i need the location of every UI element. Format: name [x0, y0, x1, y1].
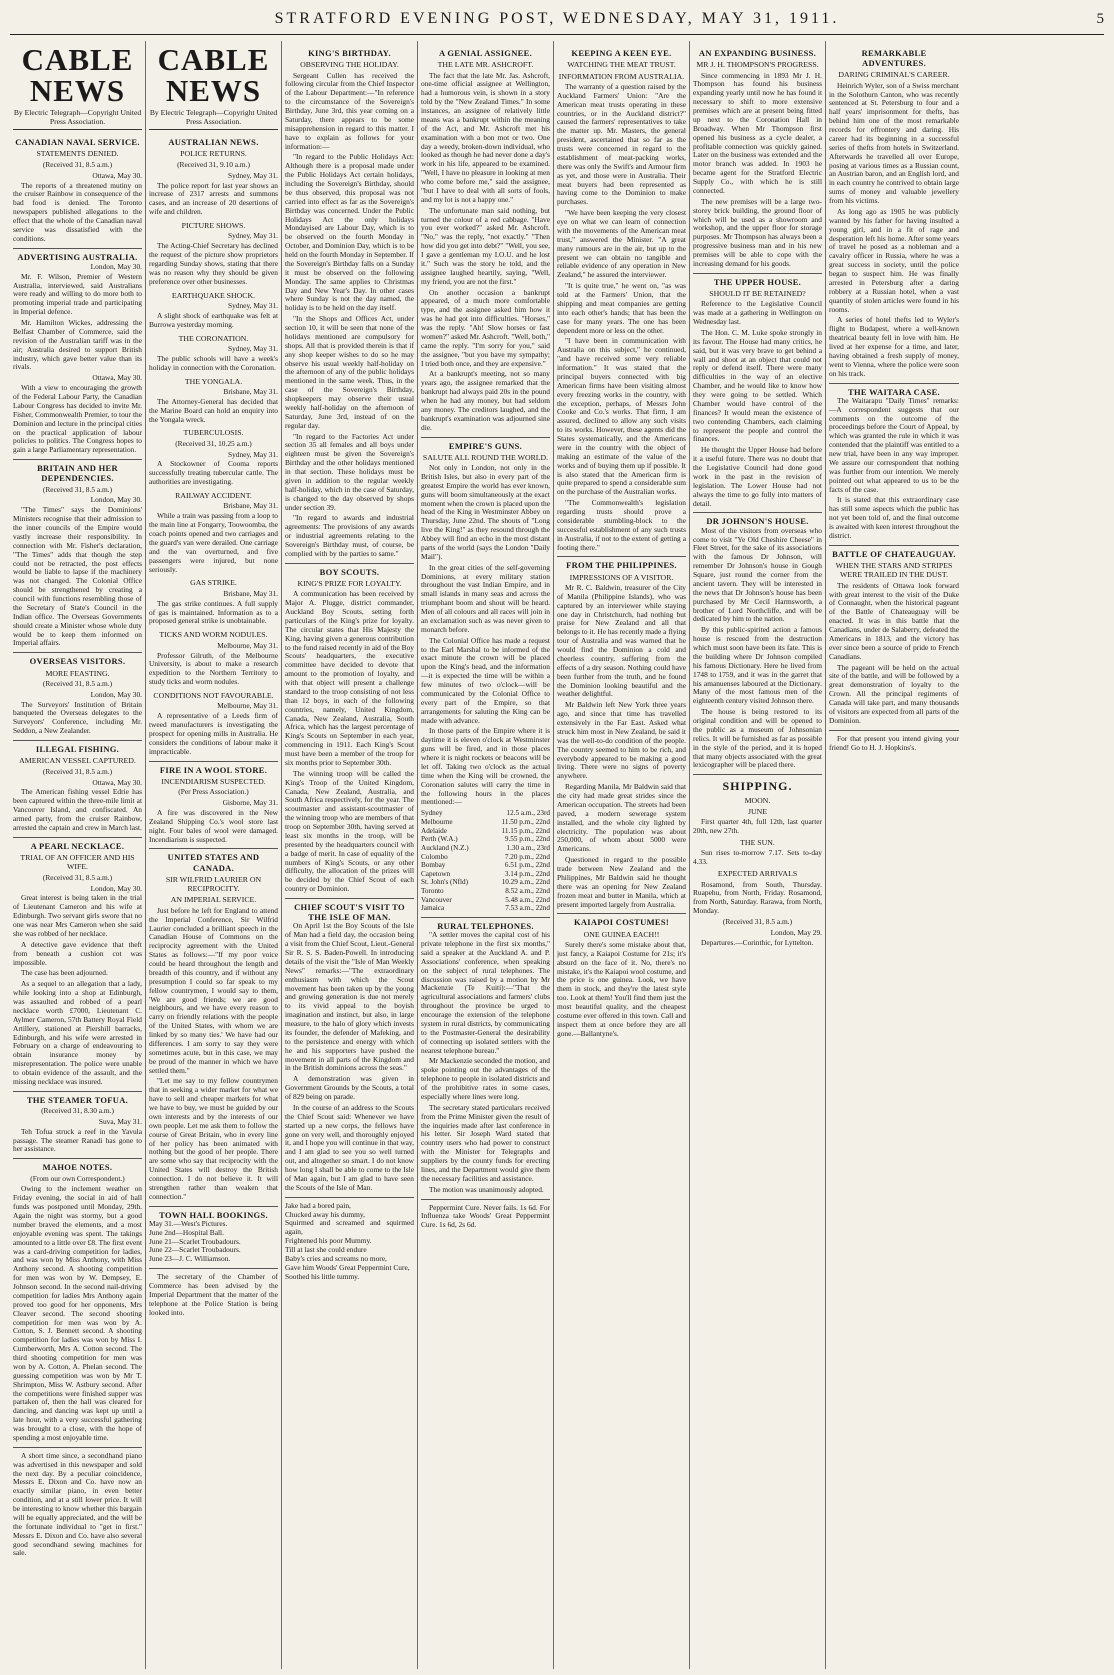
table-row: [421, 870, 550, 879]
table-cell: Vancouver: [421, 895, 452, 904]
paragraph: "In regard to the Factories Act under section 35 all females and all boys under eighteen must be given the Sovereign's Birthday and the other holidays mentioned in that section. These holidays must be given in addition to the regular weekly half-holiday, which in the case of Saturday, is changed to the day observed by shops under section 39.: [285, 431, 414, 512]
headline: THE UPPER HOUSE.: [693, 273, 822, 287]
article-boy-scouts: [285, 563, 414, 894]
article-meat-trust: [557, 45, 686, 552]
subheadline: SALUTE ALL ROUND THE WORLD.: [422, 452, 549, 462]
paragraph: "I have been in communication with Australia on this subject," he continued, "and have received some very reliable information." It was stated that the principal buyers connected with big American firms have been visiting almost every freezing works in the country, with the exception, perhaps, of Messrs John Cooke and Co.'s works. That firm, I am assured, declined to allow any such visits to its works. However, these agents did the States systematically, and the Americans were in the country with the object of making an estimate of the value of the works and of buying them up if possible. It is also stated that the American firm is quite prepared to spend a considerable sum on the purchase of the Australian works.: [557, 336, 686, 497]
column-1: [10, 41, 146, 1669]
subheadline: MR J. H. THOMPSON'S PROGRESS.: [696, 60, 819, 70]
place-date: London, May 30.: [90, 689, 142, 699]
subheadline: GAS STRIKE.: [190, 578, 237, 588]
article-coronation: [149, 334, 278, 373]
divider: [13, 1447, 142, 1448]
headline: THE WAITARA CASE.: [829, 383, 959, 397]
table-cell: 7.53 a.m., 22nd: [505, 904, 550, 913]
place-date: Sydney, May 31.: [227, 449, 278, 459]
subheadline: TRIAL OF AN OFFICER AND HIS WIFE.: [20, 852, 135, 872]
arrivals-list: Rosamond, from South, Thursday. Ruapehu, from North, Friday. Rosamond, from North, Saturday. Rarawa, from North, Monday.: [693, 879, 822, 916]
place-date: Brisbane, May 31.: [223, 386, 278, 396]
table-cell: St. John's (Nfld): [421, 878, 469, 887]
headline: A GENIAL ASSIGNEE.: [438, 48, 533, 58]
place-date: Melbourne, May 31.: [217, 640, 278, 650]
headline: AUSTRALIAN NEWS.: [168, 137, 259, 148]
paragraph: Owing to the inclement weather on Friday evening, the social in aid of hall funds was postponed until Monday, 29th. Again the night was stormy, but a good number braved the elements, and a most enjoyable evening was spent. The takings amounted to a little over £8. The first event was a card-driving competition for ladies, and was won by Miss Anthony, with Miss Anthony second. A shooting competition for men was won by W. Dempsey, E. Johnson second. In the second nail-driving competition for ladies Mrs Anthony again proved too good for her opponents, Mrs Cleaver second. The second shooting competition for men was won by A. Cotton, S. J. Bennett second. A shooting competition for ladies was won by Miss I. Cumberworth, Mrs A. Cotton second. The third shooting competition for men was won by A. Cotton, A. Phelan second. The guessing competition was won by Mr T. Shrimpton, Miss W. Astbury second. After the competitions were finished supper was partaken of, then the hall was cleared for dancing, and dancing was kept up until a late hour, with a very successful gathering was brought to a close, with the hope of spending a most enjoyable time.: [13, 1184, 142, 1442]
paragraph: The reports of a threatened mutiny on the cruiser Rainbow in consequence of the bad food is denied. The Toronto newspapers published allegations to the effect that the whole of the Canadian naval service was dissatisfied with the conditions.: [13, 180, 142, 243]
table-row: [421, 896, 550, 905]
place-date: Ottawa, May 30.: [92, 777, 142, 787]
place-date: Melbourne, May 31.: [217, 701, 278, 711]
column-3: [282, 41, 418, 1669]
paragraph: A fire was discovered in the New Zealand Shipping Co.'s wool store last night. Four bales of wool were damaged. Incendiarism is suspected.: [149, 807, 278, 844]
column-6: [690, 41, 826, 1669]
received-line: (Received 31, 8.5 a.m.): [42, 678, 113, 688]
table-cell: 8.52 a.m., 22nd: [505, 887, 550, 896]
subheadline: STATEMENTS DENIED.: [36, 149, 119, 159]
divider: [421, 1199, 550, 1200]
paragraph: The American fishing vessel Edrie has been captured within the three-mile limit at Vancouver Island, and confiscated. An armed party, from the cruiser Rainbow, arrested the captain and crew in March last.: [13, 787, 142, 832]
place-date: Ottawa, May 30.: [92, 170, 142, 180]
table-row: [421, 835, 550, 844]
headline: MAHOE NOTES.: [13, 1158, 142, 1172]
place-date: Suva, May 31.: [98, 1116, 142, 1126]
received-line: (Received 31, 8.5 a.m.): [42, 484, 113, 494]
sun-heading: THE SUN.: [740, 838, 775, 848]
paragraph: The house is being restored to its original condition and will be opened to the public as a museum of Johnsonian relics. It will be furnished as far as possible in the style of the period, and it is hoped that many objects associated with the great lexicographer will be placed there.: [693, 707, 822, 770]
sun-times: Sun rises to-morrow 7.17. Sets to-day 4.33.: [693, 848, 822, 867]
headline: BRITAIN AND HER DEPENDENCIES.: [13, 459, 142, 483]
headline: BOY SCOUTS.: [285, 563, 414, 577]
article-visitors: [13, 652, 142, 736]
paragraph: It is stated that this extraordinary case has still some aspects which the public has not yet been told of, and the final outcome is awaited with keen interest throughout the district.: [829, 495, 959, 540]
place-date: Ottawa, May 30.: [92, 373, 142, 383]
table-row: [421, 809, 550, 818]
paragraph: The motion was unanimously adopted.: [429, 1184, 544, 1194]
table-cell: Adelaide: [421, 826, 447, 835]
paragraph: Not only in London, not only in the British Isles, but also in every part of the greatest Empire the world has ever known, guns will boom simultaneously at the exact moment when the crown is placed upon the head of the King in Westminster Abbey on Thursday, June 22nd. The shouts of "Long live the King!" as they resound through the Abbey will find an echo in the most distant parts of the world (says the London "Daily Mail").: [421, 463, 550, 561]
headline: ILLEGAL FISHING.: [13, 740, 142, 754]
paragraph: The winning troop will be called the King's Troop of the United Kingdom, Canada, New Zealand, Australia, and South Africa respectively, for the year. The scoutmaster and assistant-scoutmaster of the winning troop who are members of that troop on September 30th, having served at least six months in the troop, will be presented by the headquarters council with a badge of merit. In case of equality of the numbers of King's Scouts, or any other difficulty, the allocation of the prizes will be decided by the Chief Scout of each country or Dominion.: [285, 768, 414, 894]
article-chateauguay: [829, 545, 959, 753]
paragraph: The residents of Ottawa look forward with great interest to the visit of the Duke of Connaught, when the historical pageant of the Battle of Chateauguay will be enacted. It was in this battle that the Canadians, under de Salaberry, defeated the Americans in 1813, and the victory has ever since been a source of pride to French Canadians.: [829, 580, 959, 661]
paragraph: Surely there's some mistake about that, just fancy, a Kaiapoi Costume for 21s; it's absurd on the face of it. No, there's no mistake, it's the Kaiapoi wool costume, and the price is one guinea. Look, we have them in stock, and they're the latest style too. Look at them! You'll find them just the most beautiful quality, and the cheapest costume ever offered in this town. Call and inspect them at once before they are all gone.—Ballantyne's.: [557, 939, 686, 1038]
table-cell: 5.48 a.m., 22nd: [505, 895, 550, 904]
booking-row: May 31.—West's Pictures.: [149, 1218, 228, 1228]
paragraph: "The Commonwealth's legislation regarding trusts should prove a considerable stumbling-block to the successful establishment of any such trusts in Australia, if not to the extent of getting a footing there.": [557, 498, 686, 552]
salute-times-table: [421, 809, 550, 913]
divider: [285, 1197, 414, 1198]
paragraph: He thought the Upper House had before it a useful future. There was no doubt that the Legislative Council had done good work in the past in the revision of legislation. The Lower House had not always the time to go fully into matters of detail.: [693, 445, 822, 508]
subheadline: IMPRESSIONS OF A VISITOR.: [569, 572, 674, 582]
paragraph: The Acting-Chief Secretary has declined the request of the picture show proprietors regarding Sunday shows, stating that there was no reason why they should be given preference over other businesses.: [149, 241, 278, 286]
subheadline: CONDITIONS NOT FAVOURABLE.: [153, 691, 274, 700]
headline: FIRE IN A WOOL STORE.: [149, 761, 278, 775]
subheadline: THE CORONATION.: [178, 333, 249, 343]
subheadline: EARTHQUAKE SHOCK.: [171, 290, 256, 300]
subheadline: MORE FEASTING.: [45, 668, 110, 678]
article-police: [149, 149, 278, 217]
table-row: [421, 853, 550, 862]
page-number: 5: [1096, 11, 1104, 27]
booking-row: June 22—Scarlet Troubadours.: [149, 1245, 241, 1255]
article-tofua: [13, 1091, 142, 1155]
subheadline: AN IMPERIAL SERVICE.: [170, 895, 257, 905]
masthead-title: STRATFORD EVENING POST, WEDNESDAY, MAY 31, 1911.: [274, 10, 840, 27]
article-conditions: [149, 691, 278, 757]
headline: ADVERTISING AUSTRALIA.: [13, 248, 142, 262]
paragraph: "A settler moves the capital cost of his private telephone in the first six months," said a speaker at the Auckland A. and P. Associations' conference, when speaking on the subject of rural telephones. The discussion was raised by a motion by Mr Mackenzie (Te Kuiti):—"That the agricultural associations and farmers' clubs throughout the province be urged to encourage the extension of the telephone system in rural districts, by communicating to the Postmaster-General the desirability of connecting up isolated settlers with the nearest telephone bureau.": [421, 930, 550, 1055]
departures: Departures.—Corinthic, for Lyttelton.: [701, 937, 814, 947]
column-5: [554, 41, 690, 1669]
headline: AN EXPANDING BUSINESS.: [698, 48, 817, 58]
paragraph: On another occasion a bankrupt appeared, of a much more comfortable type, and the assignee asked him how it was he had got into difficulties. "Horses," was the reply. "Ah! Slow horses or fast women?" asked Mr. Ashcroft. "Well, both," came the reply. "I'm sorry for you," said the assignee, "but you have my sympathy; I tried both once, and they are expensive.": [421, 287, 550, 368]
divider: [149, 1268, 278, 1269]
place-date: London, May 30.: [90, 495, 142, 505]
subheadline: AMERICAN VESSEL CAPTURED.: [19, 756, 136, 766]
headline: RURAL TELEPHONES.: [421, 917, 550, 931]
headline: KEEPING A KEEN EYE.: [571, 48, 672, 58]
paragraph: Mr Mackenzie seconded the motion, and spoke pointing out the advantages of the telephone to people in isolated districts and of the prohibitive rates in some cases, especially where lines were long.: [421, 1056, 550, 1101]
article-naval: [13, 134, 142, 243]
subheadline: WHEN THE STARS AND STRIPES WERE TRAILED IN THE DUST.: [835, 560, 953, 580]
place-date: Brisbane, May 31.: [223, 501, 278, 511]
article-genial-assignee: [421, 45, 550, 433]
shipping-section: [693, 774, 822, 947]
headline: UNITED STATES AND CANADA.: [149, 848, 278, 872]
table-cell: Sydney: [421, 809, 443, 818]
article-fire: [149, 761, 278, 845]
paragraph: Mr Baldwin left New York three years ago, and since that time has travelled extensively in the Far East. Asked what struck him most in New Zealand, he said it was the well-to-do condition of the people. The country seemed to him to be rich, and everybody appeared to be making a good living. There were no signs of poverty anywhere.: [557, 700, 686, 781]
table-cell: Colombo: [421, 852, 448, 861]
paragraph: "In regard to awards and industrial agreements: The provisions of any awards or industrial agreements relating to the Sovereign's Birthday must, of course, be complied with by the parties to same.": [285, 513, 414, 558]
arrivals-heading: EXPECTED ARRIVALS: [717, 869, 798, 879]
advert-text: Peppermint Cure. Never fails. 1s 6d. For Influenza take Woods' Great Peppermint Cure. 1s 6d, 2s 6d.: [421, 1202, 550, 1230]
headline: REMARKABLE ADVENTURES.: [861, 48, 927, 69]
table-row: [421, 878, 550, 887]
paragraph: A representative of a Leeds firm of tweed manufacturers is investigating the prospect for opening mills in Australia. He considers the conditions of labour make it impracticable.: [149, 711, 278, 756]
moon-month: JUNE: [747, 806, 768, 816]
article-fishing: [13, 740, 142, 833]
subheadline: DARING CRIMINAL'S CAREER.: [838, 70, 950, 80]
paragraph: The case has been adjourned.: [21, 968, 108, 978]
headline: FROM THE PHILIPPINES.: [557, 556, 686, 570]
article-philippines: [557, 556, 686, 909]
paragraph: "We have been keeping the very closest eye on what we can learn of connection with the movements of the American meat trust," answered the Minister. "A great many rumours are in the air, but up to the present we can obtain no tangible and reliable evidence of any operation in New Zealand," he assured the interviewer.: [557, 208, 686, 280]
place-date: Sydney, May 31.: [227, 343, 278, 353]
headline: OVERSEAS VISITORS.: [13, 652, 142, 666]
received-line: (Received 31, 8.30 a.m.): [41, 1105, 114, 1115]
place-date: Sydney, May 31.: [227, 170, 278, 180]
paragraph: Heinrich Wyler, son of a Swiss merchant in the Solothurn Canton, who was recently sentenced at St. Petersburg to four and a half years' imprisonment for thefts, has behind him one of the most remarkable records for effrontery and daring. His career had its beginning in a successful series of thefts from hotels in Switzerland. Afterwards he travelled all over Europe, posing at various times as a Russian count, an Austrian baron, and an English lord, and in each country he contrived to obtain large sums of money and valuable jewellery from his victims.: [829, 80, 959, 206]
table-cell: 1.30 a.m., 23rd: [506, 843, 550, 852]
article-upper-house: [693, 273, 822, 509]
paragraph: A communication has been received by Major A. Plugge, district commander, Auckland Boy Scouts, setting forth particulars of the King's prize for loyalty. The circular states that His Majesty the King, having given a generous contribution to the fund raised recently in aid of the Boy Scouts' headquarters, the executive committee have decided to devote that amount to the promotion of loyalty, and with that object will present a challenge standard to the troop consisting of not less than 12 boys, in each of the following countries, namely, United Kingdom, Canada, New Zealand, Australia, South Africa, which has the largest percentage of King's Scouts on September in each year, commencing in 1911. Each King's Scout must have been a member of the troop for six months prior to September 30th.: [285, 589, 414, 767]
subheadline: SIR WILFRID LAURIER ON RECIPROCITY.: [165, 874, 262, 894]
paragraph: Just before he left for England to attend the Imperial Conference, Sir Wilfrid Laurier concluded a brilliant speech in the Canadian House of Commons on the reciprocity agreement with the United States as follows:—"If my poor voice could be heard throughout the length and breadth of this country, and if without any presumption I could so far speak to my fellow countrymen, I would say to them, 'We are good friends; we are good neighbours, and we have every reason to carry on friendly relations with the people of the United States, with whom we are linked by so many ties.' We have had our differences. I am sorry to say they were sometimes acute, but in this case, we may be proud of the manner in which we have settled them.": [149, 905, 278, 1075]
paragraph: Most of the visitors from overseas who come to visit "Ye Old Cheshire Cheese" in Fleet Street, for the sake of its associations with the famous Dr Johnson, will remember Dr Johnson's house in Gough Square, just round the corner from the ancient tavern. They will be interested in the news that Dr Johnson's house has been purchased by Mr Cecil Harmsworth, a brother of Lord Northcliffe, and will be dedicated by him to the nation.: [693, 525, 822, 624]
paragraph: In the great cities of the self-governing Dominions, at every military station throughout the vast Indian Empire, and in small islands in many seas and across the triumphant boom and shout will be heard. Men of all colours and all races will join in an exclamation such as was never given to monarch before.: [421, 562, 550, 634]
paragraph: The unfortunate man said nothing, but turned the colour of a red cabbage. "Have you ever worked?" asked Mr. Ashcroft. "No," was the reply, "not exactly." "Then how did you get into debt?" "Well, you see, I gave a gentleman my I.O.U. and he lost it." Such was the story he told, and the assignee laughed heartily, saying, "Well, my friend, you are not the first.": [421, 205, 550, 286]
article-mahoe: [13, 1158, 142, 1558]
cable-news-banner: CABLE NEWS: [157, 42, 270, 108]
columns: [10, 41, 1104, 1669]
article-remarkable-adventures: [829, 45, 959, 379]
column-4: [418, 41, 554, 1669]
table-row: [421, 861, 550, 870]
article-usa: [149, 848, 278, 1201]
subheadline: KING'S PRIZE FOR LOYALTY.: [297, 578, 402, 588]
paragraph: The Waitarapu "Daily Times" remarks:—A correspondent suggests that our comments on the outcome of the proceedings before the Court of Appeal, by which was granted the rule in which it was contended that the plaintiff was entitled to a new trial, have been in any way improper. We assure our correspondent that nothing was further from our intention. We merely pointed out what appeared to us to be the facts of the case.: [829, 395, 959, 494]
paragraph: Professor Gilruth, of the Melbourne University, is about to make a research expedition to the Northern Territory to study ticks and worm nodules.: [149, 650, 278, 687]
article-necklace: [13, 837, 142, 1087]
subheadline: TICKS AND WORM NODULES.: [159, 630, 268, 640]
paragraph: "The Times" says the Dominions' Ministers recognise that their admission to the inner councils of the Empire would vastly increase their responsibility. In connection with Mr. Fisher's declaration, "The Times" adds that though the step could not be retracted, the post effects would be liable to lapse if the machinery was not changed. The Colonial Office should be strengthened by creating a council with functions resembling those of the Secretary of State's Council in the Indian office. The Overseas Governments should create a Minister whose whole duty would be to keep them informed on Imperial affairs.: [13, 505, 142, 648]
booking-row: June 2nd—Hospital Ball.: [149, 1227, 224, 1237]
paragraph: In those parts of the Empire where it is daytime it is eleven o'clock at Westminster guns will be fired, and in those places where it is night rockets or beacons will be let off. Taking two o'clock as the actual time when the King will be crowned, the Coronation salutes will carry the time in the following hours in the places mentioned:—: [421, 726, 550, 807]
paragraph: Sergeant Cullen has received the following circular from the Chief Inspector of the Labour Department:—"In reference to the circumstance of the Sovereign's Birthday, June 3rd, this year coming on a Saturday, there appears to be some misapprehension in regard to this matter. I have to explain as follows for your information:—: [285, 70, 414, 151]
advert-verse: Jake had a bored pain, Chucked away his dummy, Squirmed and screamed and squirmed again, Frightened his poor Mummy. Till at last she could endure Baby's cries and screams no more, Gave him Woods' Great Peppermint Cure, Soothed his little tummy.: [285, 1200, 414, 1281]
headline: KING'S BIRTHDAY.: [308, 48, 391, 58]
article-picture-shows: [149, 221, 278, 287]
table-cell: 11.15 p.m., 22nd: [501, 826, 550, 835]
paragraph: While a train was passing from a loop to the main line at Fongarry, Toowoomba, the coach points opened and two carriages and the guard's van were derailed. One carriage and the van overturned, and five passengers were injured, but none seriously.: [149, 511, 278, 574]
paragraph: Mr. F. Wilson, Premier of Western Australia, interviewed, said Australians were ready and willing to do more both to promoting imperial trade and participating in Imperial defence.: [13, 271, 142, 317]
subheadline: THE YONGALA.: [184, 376, 243, 386]
place-date: London, May 29.: [770, 927, 822, 937]
paragraph: The new premises will be a large two-storey brick building, the ground floor of which will be used as a showroom and workshop, and the upper floor for storage purposes. Mr Thompson has always been a progressive business man and in his new premises will be able to cope with the increasing demand for his goods.: [693, 196, 822, 268]
paragraph: By this public-spirited action a famous house is rescued from the destruction which must soon have been its fate. This is the building where Dr Johnson compiled his famous Dictionary. Here he lived from 1748 to 1759, and it was in the garret that his amanuenses laboured at the Dictionary. Many of the most famous men of the eighteenth century visited Johnson there.: [693, 625, 822, 706]
subheadline: ONE GUINEA EACH!!: [583, 929, 660, 939]
subheadline: INCENDIARISM SUSPECTED.: [161, 776, 266, 786]
paragraph: The gas strike continues. A full supply of gas is maintained. Information as to a proposed general strike is unobtainable.: [149, 598, 278, 626]
shipping-heading: SHIPPING.: [722, 779, 793, 794]
table-row: [421, 827, 550, 836]
subheadline: INFORMATION FROM AUSTRALIA.: [558, 71, 685, 81]
paragraph: The Colonial Office has made a request to the Earl Marshal to be informed of the exact minute the crown will be placed upon the King's head, and the information—it is expected the time will be within a few minutes of two o'clock—will be communicated by the Colonial Office to every part of the Empire, so that arrangements for saluting the King can be made with advance.: [421, 635, 550, 725]
advert-kaiapoi: [557, 913, 686, 1038]
article-advertising: [13, 248, 142, 456]
article-gas-strike: [149, 578, 278, 626]
table-row: [421, 904, 550, 913]
moon-phases: First quarter 4th, full 12th, last quarter 20th, new 27th.: [693, 817, 822, 836]
paragraph: Questioned in regard to the possible trade between New Zealand and the Philippines, Mr Baldwin said he thought there was an opening for New Zealand frozen meat and butter in Manila, which at present imported largely from Australia.: [557, 855, 686, 909]
article-tuberculosis: [149, 428, 278, 487]
headline: BATTLE OF CHATEAUGUAY.: [829, 545, 959, 559]
paragraph: The warranty of a question raised by the Auckland Farmers' Union: "Are the American meat trusts operating in these countries, or in the Auckland district?" caused the farmers' representatives to take the matter up. Mr. Masters, the general president, ascertained that so far as the trusts were concerned in regard to the establishment of meat-packing works, there was only the Swift's and Armour firm as yet, and those were in Australia. Their meat buyers had been represented as having come to the Dominion to make purchases.: [557, 81, 686, 207]
headline: CHIEF SCOUT'S VISIT TO THE ISLE OF MAN.: [285, 898, 414, 922]
cable-news-banner: CABLE NEWS: [21, 42, 134, 108]
headline: TOWN HALL BOOKINGS.: [149, 1206, 278, 1220]
banner-subtitle: By Electric Telegraph—Copyright United Press Association.: [149, 108, 278, 130]
paragraph: Mr R. C. Baldwin, treasurer of the City of Manila (Philippine Islands), who was captured by an interviewer while staying one day in Christchurch, had nothing but praise for New Zealand and all that belongs to it. He has recently made a flying tour of Australia and was warned that he would find the Dominion a cold and cheerless country, suffering from the effects of a dry season. Nothing could have been further from the truth, and he found the Dominion looking beautiful and the weather delightful.: [557, 582, 686, 699]
paragraph: A slight shock of earthquake was felt at Burrowa yesterday morning.: [149, 310, 278, 329]
table-cell: Bombay: [421, 861, 446, 870]
headline: EMPIRE'S GUNS.: [421, 437, 550, 451]
table-cell: 3.14 p.m., 22nd: [504, 869, 550, 878]
paragraph: Regarding Manila, Mr Baldwin said that the city had made great strides since the American occupation. The streets had been paved, a modern sewerage system installed, and the whole city lighted by electricity. The population was about 250,000, of whom about 5000 were Americans.: [557, 782, 686, 854]
article-yongala: [149, 377, 278, 425]
table-cell: Jamaica: [421, 904, 445, 913]
advert-text: For that present you intend giving your friend! Go to H. J. Hopkins's.: [829, 733, 959, 752]
paragraph: The public schools will have a week's holiday in connection with the Coronation.: [149, 353, 278, 372]
article-expanding-business: [693, 45, 822, 269]
paragraph: The Surveyors' Institution of Britain banqueted the Overseas delegates to the Surveyors' Conference, including Mr. Seddon, a New Zealander.: [13, 699, 142, 736]
table-cell: Capetown: [421, 869, 451, 878]
place-date: Gisborne, May 31.: [222, 798, 278, 807]
banner-subtitle: By Electric Telegraph—Copyright United Press Association.: [13, 108, 142, 130]
article-railway: [149, 491, 278, 574]
byline: (From our own Correspondent.): [30, 1173, 125, 1183]
table-cell: 6.51 p.m., 22nd: [504, 861, 550, 870]
headline: A PEARL NECKLACE.: [13, 837, 142, 851]
received-line: (Received 31, 9.10 a.m.): [177, 159, 250, 169]
place-date: London, May 30.: [90, 261, 142, 271]
paragraph: The Hon. C. M. Luke spoke strongly in its favour. The House had many critics, he said, but it was very brave to get behind a wall and shoot at an object that could not reply or defend itself. There were many difficulties in the way of an elective Chamber, and he would like to know how they were going to be settled. Which Chamber would have control of the finances? It would mean the existence of two contending Chambers, each claiming to represent the people and control the finances.: [693, 327, 822, 444]
paragraph: The police report for last year shows an increase of 2317 arrests and summons cases, and an increase of 20 desertions of wife and children.: [149, 180, 278, 217]
place-date: Sydney, May 31.: [227, 300, 278, 310]
subheadline: WATCHING THE MEAT TRUST.: [567, 60, 676, 70]
article-johnson-house: [693, 512, 822, 770]
headline: DR JOHNSON'S HOUSE.: [693, 512, 822, 526]
table-cell: 12.5 a.m., 23rd: [506, 809, 550, 818]
paragraph: A demonstration was given in Government Grounds by the Scouts, a total of 829 being on parade.: [285, 1074, 414, 1102]
subheadline: SHOULD IT BE RETAINED?: [709, 288, 806, 298]
paragraph: The secretary stated particulars received from the Prime Minister given the result of the inquiries made after last conference in his letter. Sir Joseph Ward stated that country users who had power to construct with the Minister for Telegraphs and suppliers by the county funds for erecting lines, and the Department would give them the necessary facilities and assistance.: [421, 1102, 550, 1183]
paragraph: The pageant will be held on the actual site of the battle, and will be followed by a great demonstration of loyalty to the Crown. All the principal regiments of Canada will take part, and many thousands of visitors are expected from all parts of the Dominion.: [829, 662, 959, 725]
paragraph: Reference to the Legislative Council was made at a gathering in Wellington on Wednesday last.: [693, 299, 822, 327]
subheadline: THE LATE MR. ASHCROFT.: [437, 60, 534, 70]
article-chief-scout: [285, 898, 414, 1282]
received-line: (Received 31, 10.25 a.m.): [175, 438, 252, 448]
article-rural-telephones: [421, 917, 550, 1230]
table-row: [421, 887, 550, 896]
received-line: (Received 31, 8.5 a.m.): [42, 159, 113, 169]
paragraph: The secretary of the Chamber of Commerce has been advised by the Imperial Department that the matter of the telephone at the Police Station is being looked into.: [149, 1272, 278, 1317]
subheadline: RAILWAY ACCIDENT.: [175, 491, 252, 501]
subheadline: OBSERVING THE HOLIDAY.: [300, 60, 399, 70]
place-date: Brisbane, May 31.: [223, 588, 278, 598]
paragraph: A detective gave evidence that theft from beneath a cushion cot was impossible.: [13, 939, 142, 967]
subheadline: POLICE RETURNS.: [180, 149, 247, 159]
paragraph: As a sequel to an allegation that a lady, while looking into a shop at Edinburgh, was assaulted and robbed of a pearl necklace worth £7000, Lieutenant C. Aylmer Cameron, 57th Battery Royal Field Artillery, stationed at Piershill barracks, Edinburgh, and his wife were arrested in February on a charge of endeavouring to obtain insurance money by misrepresentation. The police were unable to obtain evidence of the assault, and the missing necklace was insured.: [13, 979, 142, 1086]
paragraph: Mr. Hamilton Wickes, addressing the Belfast Chamber of Commerce, said the revision of the Australian tariff was in the air; Australia desired to support British industry, which gave better value than its rivals.: [13, 318, 142, 372]
column-7: [826, 41, 962, 1669]
subheadline: PICTURE SHOWS.: [181, 221, 246, 230]
paragraph: The fact that the late Mr. Jas. Ashcroft, one-time official assignee at Wellington, had a humorous vein, is shown in a story told by the "New Zealand Times." In some instances, an assignee of relatively little means was a bankrupt within the meaning of the Act, and Mr. Ashcroft met his examination with a bon mot or two. One day a weedy, broken-down individual, who looked as though he had never done a day's work in his life, appeared to be examined. "Well, I have no pleasure in looking at men who come before me," said the assignee, "but I have to deal with all sorts of fools, and my lot is not a happy one.": [421, 70, 550, 204]
paragraph: "In the Shops and Offices Act, under section 10, it will be seen that none of the holidays mentioned are compulsory for shops. All that is provided therein is that if any shop keeper wishes to do so he may observe his usual weekly half-holiday on the afternoon of any of the public holidays mentioned in the same week. Thus, in the case of the Sovereign's Birthday, shopkeepers may observe their usual weekly half-holiday on the afternoon of Saturday, June 3rd, instead of on the regular day.: [285, 314, 414, 430]
article-waitara-case: [829, 383, 959, 541]
paragraph: On April 1st the Boy Scouts of the Isle of Man had a field day, the occasion being a visit from the Chief Scout, Lieut.-General Sir R. S. S. Baden-Powell. In introducing details of the visit the "Isle of Man Weekly News" remarks:—"The extraordinary enthusiasm with which the Scout movement has been taken up by the young and growing generation is due not merely to its vivid appeal to the boyish imagination and instinct, but also, in large measure, to the halo of glory which invests its founder, the defender of Mafeking, and to the persistence and energy with which he and his supporters have pushed the movement in all parts of the Kingdom and in the British dominions across the seas.": [285, 921, 414, 1073]
received-line: (Received 31, 8.5 a.m.): [722, 917, 793, 927]
table-cell: Toronto: [421, 887, 444, 896]
paragraph: "In regard to the Public Holidays Act: Although there is a proposal made under the Public Holidays Act certain holidays, including the Sovereign's Birthday, should be thus observed, this proposal was not carried into effect as far as the Sovereign's Birthday was concerned. Under the Public Holidays Act the only holidays Mondayised are Labour Day, which is to be observed on the fourth Monday in October, and Dominion Day, which is to be held on the fourth Monday in September. If the Sovereign's Birthday falls on a Sunday it must be observed on the following Monday. The same applies to Christmas Day and New Year's Day. In other cases where Sunday is not the day named, the holiday is to be held on the day itself.: [285, 152, 414, 313]
subheadline: TUBERCULOSIS.: [183, 428, 244, 438]
moon-heading: MOON.: [744, 795, 771, 805]
article-empire-guns: [421, 437, 550, 913]
table-row: [421, 844, 550, 853]
place-date: Sydney, May 31.: [227, 231, 278, 241]
table-cell: 9.55 p.m., 22nd: [504, 835, 550, 844]
headline: CANADIAN NAVAL SERVICE.: [15, 137, 140, 148]
table-cell: Melbourne: [421, 817, 453, 826]
divider: [693, 774, 822, 775]
paragraph: A short time since, a secondhand piano was advertised in this newspaper and sold the next day. By a peculiar coincidence, Messrs E. Dixon and Co. have now an exactly similar piano, in even better condition, and at a still lower price. It will be interesting to know whether this bargain will be equally appreciated, and the will be the fortunate individual to "get in first." Messrs E. Dixon and Co. have also several good secondhand sewing machines for sale.: [13, 1450, 142, 1558]
masthead: [10, 10, 1104, 35]
paragraph: A Stockowner of Cooma reports successfully treating tubercular cattle. The authorities are investigating.: [149, 459, 278, 487]
paragraph: Great interest is being taken in the trial of Lieutenant Cameron and his wife at Edinburgh. Two servant girls swore that no one was near Mrs Cameron when she said she was robbed of her necklace.: [13, 893, 142, 938]
paragraph: "Let me say to my fellow countrymen that in seeking a wider market for what we have to sell and cheaper markets for what we have to buy, we must be guided by our own interests and by the interests of our own people. Let me ask them to follow the course of Great Britain, who in every line of her policy has been animated with nothing but the good of her people. There are some who say that reciprocity with the United States will destroy the British connection. I do not believe it. It will strengthen rather than weaken that connection.": [149, 1076, 278, 1201]
paragraph: In the course of an address to the Scouts the Chief Scout said: Whenever we have started up a new corps, the fellows have gone on very well, and thoroughly enjoyed it, and I hope you will continue in that way, and I am glad to see you so well turned out, and altogether so smart. I do not know how long I shall be able to come to the Isle of Man again, but I am glad to have seen the Scouts of the Isle of Man.: [285, 1102, 414, 1192]
paragraph: At a bankrupt's meeting, not so many years ago, the assignee remarked that the bankrupt had always paid 20s in the pound when he had any money, but had seldom any money. The creditors laughed, and the bankrupt's examination was adjourned sine die.: [421, 369, 550, 432]
column-2: [146, 41, 282, 1669]
paragraph: A series of hotel thefts led to Wyler's flight to Budapest, where a well-known theatrical beauty fell in love with him. He lived at her expense for a time, and later, having obtained a fresh supply of money, went to Vienna, where the police were soon on his track.: [829, 315, 959, 378]
article-britain: [13, 459, 142, 648]
received-line: (Received 31, 8.5 a.m.): [42, 766, 113, 776]
paragraph: "It is quite true," he went on, "as was told at the Farmers' Union, that the shipping and meat companies are getting into each other's hands; that has been the case for many years. The one has been dependent more or less on the other.: [557, 281, 686, 335]
booking-row: June 21—Scarlet Troubadours.: [149, 1236, 241, 1246]
article-ticks: [149, 630, 278, 687]
place-date: London, May 30.: [90, 883, 142, 893]
headline: KAIAPOI COSTUMES!: [557, 913, 686, 927]
table-row: [421, 818, 550, 827]
byline: (Per Press Association.): [178, 787, 249, 797]
divider: [829, 730, 959, 731]
paragraph: With a view to encouraging the growth of the Federal Labour Party, the Canadian Labour Congress has decided to invite Mr. Fisher, Commonwealth Premier, to tour the Dominion and lecture in the principal cities on the practical application of labour policies to politics. The Congress hopes to gain a large Parliamentary representation.: [13, 383, 142, 455]
article-kings-birthday: [285, 45, 414, 559]
paragraph: The Attorney-General has decided that the Marine Board can hold an enquiry into the Yongala wreck.: [149, 396, 278, 424]
article-town-hall: [149, 1206, 278, 1318]
booking-row: June 23—J. C. Williamson.: [149, 1254, 231, 1264]
paragraph: As long ago as 1905 he was publicly wanted by his father for having insulted a young girl, and in a fit of rage and desperation left his home. After some years of travel he posed as a nobleman and a cavalry officer in Russia, where he was a great success in society, until the police began to suspect him. He was finally arrested in Petersburg after a daring robbery at a Russian hotel, when a vast quantity of stolen articles were found in his rooms.: [829, 206, 959, 314]
table-cell: Perth (W.A.): [421, 835, 458, 844]
table-cell: Auckland (N.Z.): [421, 843, 469, 852]
paragraph: Teh Tofua struck a reef in the Yavula passage. The steamer Ranadi has gone to her assistance.: [13, 1126, 142, 1154]
article-earthquake: [149, 291, 278, 330]
table-cell: 10.29 a.m., 22nd: [501, 878, 550, 887]
table-cell: 11.50 p.m., 22nd: [501, 817, 550, 826]
paragraph: Since commencing in 1893 Mr J. H. Thompson has found his business expanding yearly until now he has found it necessary to shift to more extensive premises which are at present being fitted up next to the Coronation Hall in Broadway. When Mr Thompson first opened his business as a cycle dealer, a profitable connection was quickly gained. Later on the business was extended and the motor branch was added. In 1903 he became agent for the Stratford Electric Supply Co., with which he is still connected.: [693, 70, 822, 195]
headline: THE STEAMER TOFUA.: [13, 1091, 142, 1105]
received-line: (Received 31, 8.5 a.m.): [42, 872, 113, 882]
table-cell: 7.20 p.m., 22nd: [504, 852, 550, 861]
